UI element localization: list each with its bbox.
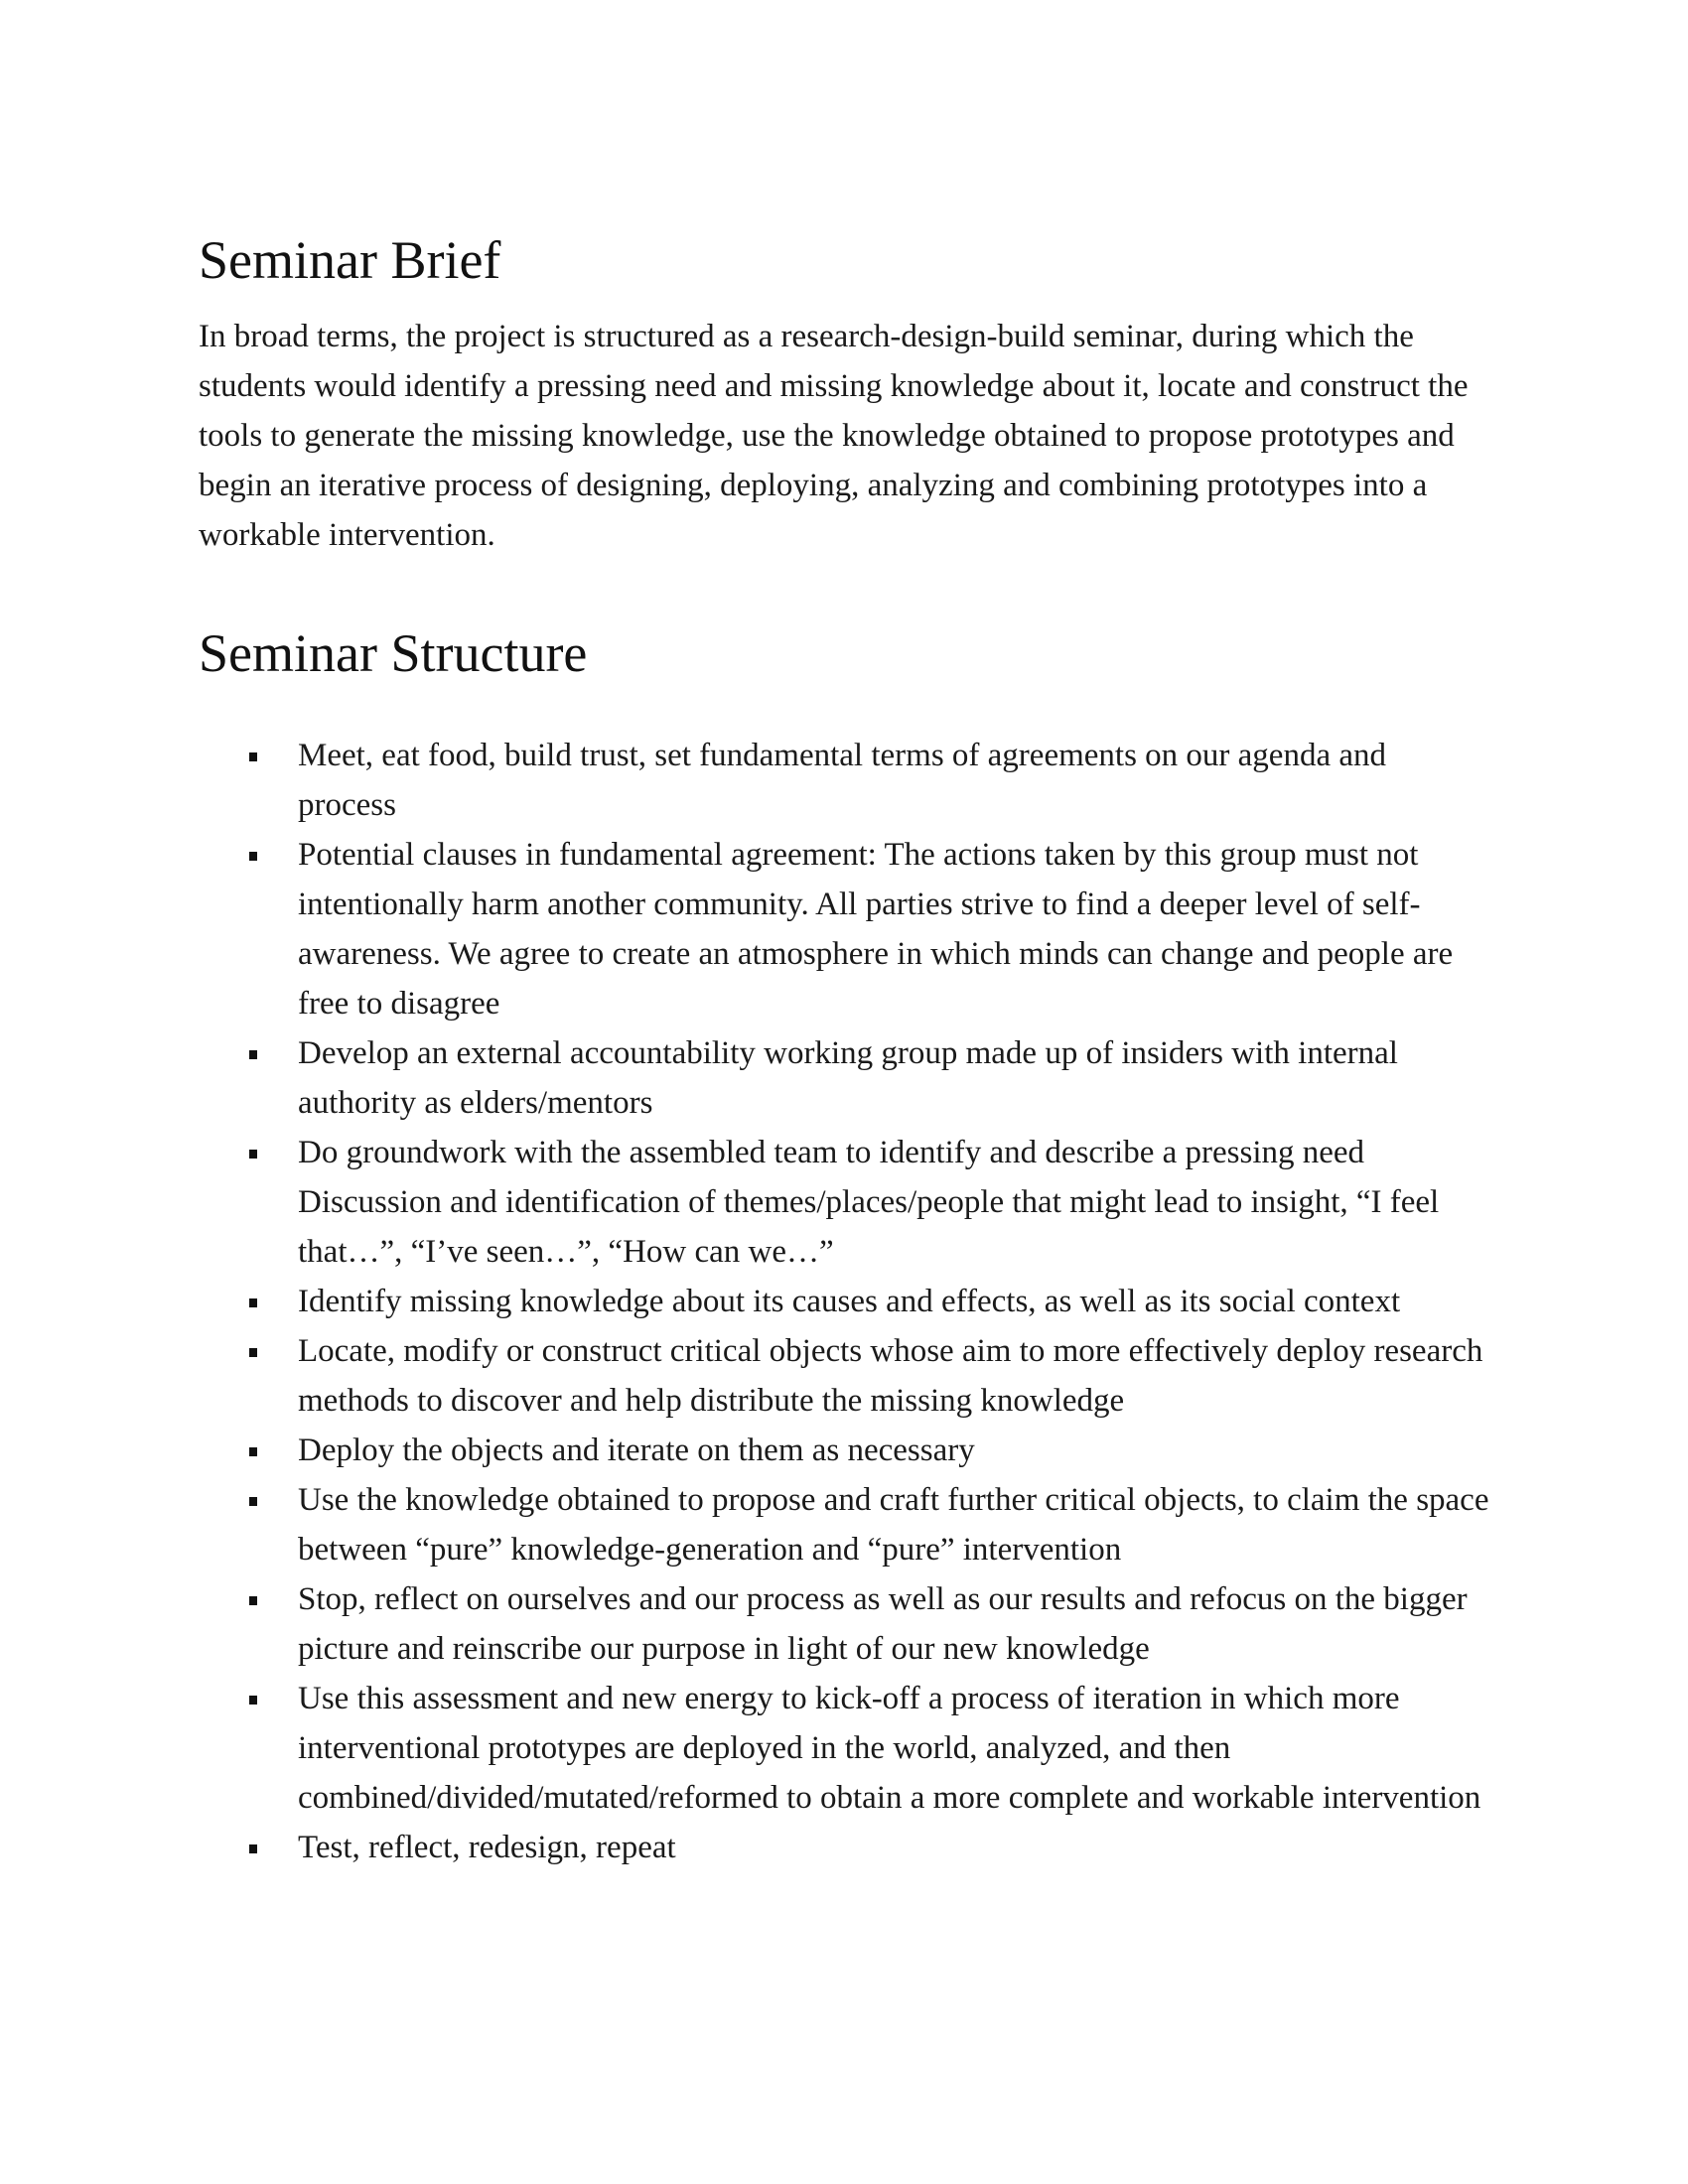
bullet-square-icon: [249, 1696, 257, 1705]
bullet-square-icon: [249, 1050, 257, 1059]
list-item: [199, 1277, 1489, 1326]
list-item: [199, 1574, 1489, 1674]
seminar-brief-paragraph: In broad terms, the project is structured as a research-design-build seminar, during which the students would identify a pressing need and missing knowledge about it, locate and construct the tools to generate the missing knowledge, use the knowledge obtained to propose prototypes and begin an iterative process of designing, deploying, analyzing and combining prototypes into a workable intervention.: [199, 319, 1469, 553]
bullet-square-icon: [249, 1844, 257, 1853]
bullet-square-icon: [249, 1150, 257, 1159]
seminar-structure-list: [199, 731, 1489, 1872]
bullet-square-icon: [249, 852, 257, 861]
list-item-text: Stop, reflect on ourselves and our process as well as our results and refocus on the bigger picture and reinscribe our purpose in light of our new knowledge: [298, 1581, 1468, 1667]
bullet-square-icon: [249, 1298, 257, 1307]
bullet-square-icon: [249, 1348, 257, 1357]
bullet-square-icon: [249, 1447, 257, 1456]
list-item-text: Deploy the objects and iterate on them as necessary: [298, 1433, 975, 1468]
list-item-text: Do groundwork with the assembled team to identify and describe a pressing need Discussion and identification of themes/places/people that might lead to insight, “I feel that…”, “I’ve seen…”, “How can we…”: [298, 1135, 1440, 1270]
list-item-text: Meet, eat food, build trust, set fundamental terms of agreements on our agenda and process: [298, 738, 1386, 823]
list-item: [199, 1475, 1489, 1574]
list-item: [199, 1128, 1489, 1277]
list-item-text: Locate, modify or construct critical objects whose aim to more effectively deploy research methods to discover and help distribute the missing knowledge: [298, 1333, 1483, 1419]
list-item: [199, 1426, 1489, 1475]
list-item: [199, 830, 1489, 1028]
list-item: [199, 1028, 1489, 1128]
list-item: [199, 1326, 1489, 1426]
seminar-brief-heading: Seminar Brief: [199, 230, 501, 290]
document-page: [199, 228, 1489, 1872]
list-item-text: Identify missing knowledge about its causes and effects, as well as its social context: [298, 1284, 1401, 1319]
list-item-text: Use the knowledge obtained to propose and craft further critical objects, to claim the space between “pure” knowledge-generation and “pure” intervention: [298, 1482, 1489, 1568]
bullet-square-icon: [249, 1596, 257, 1605]
bullet-square-icon: [249, 752, 257, 761]
list-item-text: Use this assessment and new energy to kick-off a process of iteration in which more interventional prototypes are deployed in the world, analyzed, and then combined/divided/mutated/reformed to obtain a more complete and workable intervention: [298, 1681, 1481, 1816]
list-item: [199, 731, 1489, 830]
seminar-structure-heading: Seminar Structure: [199, 623, 588, 683]
list-item-text: Potential clauses in fundamental agreement: The actions taken by this group must not intentionally harm another community. All parties strive to find a deeper level of self-awareness. We agree to create an atmosphere in which minds can change and people are free to disagree: [298, 837, 1454, 1022]
list-item-text: Test, reflect, redesign, repeat: [298, 1830, 676, 1865]
list-item: [199, 1823, 1489, 1872]
list-item: [199, 1674, 1489, 1823]
list-item-text: Develop an external accountability working group made up of insiders with internal authority as elders/mentors: [298, 1035, 1398, 1121]
bullet-square-icon: [249, 1497, 257, 1506]
